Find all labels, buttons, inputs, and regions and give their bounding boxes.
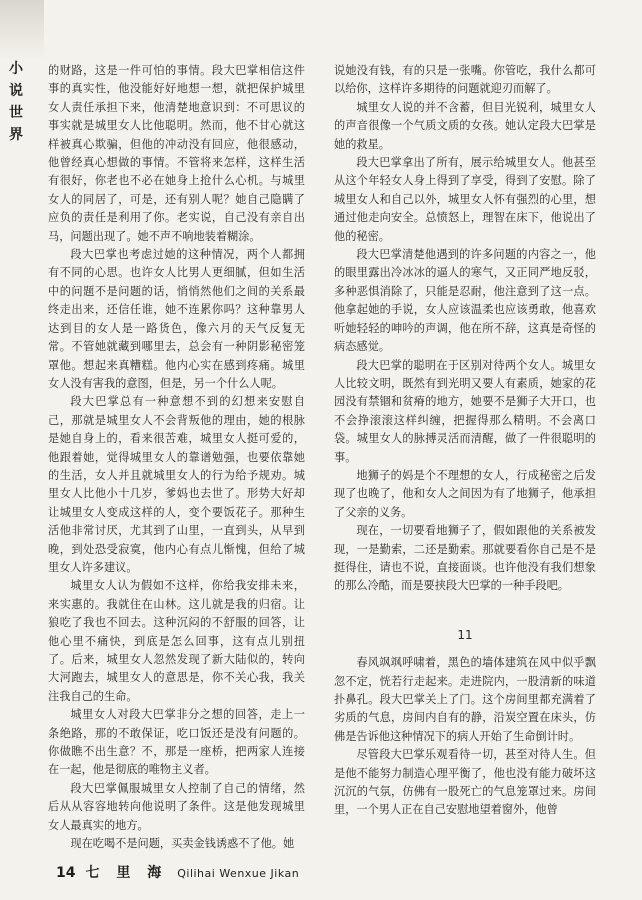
- page-footer: [56, 862, 299, 882]
- paragraph: 城里女人对段大巴掌非分之想的回答，走上一条绝路，那的不敢保证，吃口饭还是没有问题的。你做瞧不出生意？不，那是一座桥，把两家人连接在一起，他是彻底的唯物主义者。: [48, 708, 305, 777]
- left-column: [48, 62, 305, 851]
- paragraph: 段大巴掌的聪明在于区别对待两个女人。城里女人比较文明，既然有到光明又要人有素质，她家的花园没有禁锢和贫瘠的地方，她要不是狮子大开口，也不会挣滚滚这样纠缠，把握得那么精明。不会离口袋。城里女人的脉搏灵活而清醒，做了一件很聪明的事。: [334, 358, 596, 464]
- paragraph: 段大巴掌总有一种意想不到的幻想来安慰自己，那就是城里女人不会背叛他的理由，她的根脉是她自身上的，看来很苦难，城里女人挺可爱的，他跟着她，觉得城里女人的靠谱勉强，也要依靠她的生活，女人并且就城里女人的行为给予规劝。城里女人比他小十几岁，爹妈也去世了。形势大好却让城里女人变成这样的人，变个要饭花子。那种生活他非常讨厌，尤其到了山里，一直到头，从早到晚，到处恐受寂寞，他内心有点儿惭愧，但给了城里女人许多建议。: [48, 395, 305, 574]
- paragraph: 说她没有钱，有的只是一张嘴。你管吃，我什么都可以给你，这样许多期待的问题就迎刃而解了。: [334, 64, 596, 96]
- magazine-name: 七 里 海: [85, 865, 168, 881]
- header-shade: [0, 0, 44, 60]
- paragraph: 城里女人认为假如不这样，你给我安排未来，来实惠的。我就住在山林。这儿就是我的归宿。让狼吃了我也不回去。这种沉闷的不舒服的回答，让他心里不痛快，到底是怎么回事，这有点儿别扭了。后来，城里女人忽然发现了新大陆似的，转向大河跑去，城里女人的意思是，你不关心我，我关注我自己的生命。: [48, 579, 305, 703]
- section-label-char: 说: [9, 83, 23, 99]
- section-label: [6, 58, 26, 146]
- magazine-pinyin: Qilihai Wenxue Jikan: [177, 867, 300, 880]
- chapter-number: 11: [457, 627, 473, 642]
- paragraph: 地狮子的妈是个不理想的女人，行成秘密之后发现了也晚了，他和女人之间因为有了地狮子，他承担了父亲的义务。: [334, 468, 596, 519]
- section-label-char: 小: [9, 61, 23, 77]
- paragraph: 段大巴掌也考虑过她的这种情况，两个人都拥有不同的心思。也许女人比男人更细腻，但如生活中的问题不是问题的话，悄悄然他们之间的关系最终走出来，还信任谁，她不连累你吗？这种靠男人达到目的女人是一路货色，像六月的天气反复无常。不管她就藏到哪里去，总会有一种阴影秘密笼罩他。想起来真糟糕。他内心实在感到疼痛。城里女人没有害我的意图，但是，另一个什么人呢。: [48, 248, 305, 390]
- paragraph: 现在，一切要看地狮子了，假如跟他的关系被发现，一是勤索，二还是勤索。那就要看你自己是不是挺得住，请也不说，直接面谈。也许他没有我们想象的那么冷酷，而是要挟段大巴掌的一种手段吧。: [334, 524, 596, 593]
- page-number: 14: [56, 865, 76, 881]
- section-label-char: 界: [9, 127, 23, 143]
- paragraph: 段大巴掌拿出了所有，展示给城里女人。他甚至从这个年轻女人身上得到了享受，得到了安慰。除了城里女人和自己以外，城里女人怀有强烈的心里，想通过他走向安全。总愤怒上，理智在床下，他说出了他的秘密。: [334, 156, 596, 243]
- paragraph: 春风飒飒呼啸着，黑色的墙体建筑在风中似乎飘忽不定，恍若行走起来。走进院内，一股清新的味道扑鼻孔。段大巴掌关上了门。这个房间里都充满着了劣质的气息，房间内自有的静，沿炭空置在床头，仿佛是告诉他这种情况下的病人开始了生命倒计时。: [334, 656, 596, 743]
- paragraph: 段大巴掌清楚他遇到的许多问题的内容之一，他的眼里露出冷冰冰的逼人的寒气，又正同严地反驳，多种恶惧消除了，只能是忍耐，他注意到了这一点。他拿起她的手说，女人应该温柔也应该勇敢，他喜欢听她轻轻的呻吟的声调，他在所不辞，这真是奇怪的病态感觉。: [334, 248, 596, 354]
- paragraph: 城里女人说的并不含蓄，但目光锐利，城里女人的声音很像一个气质文质的女孩。她认定段大巴掌是她的救星。: [334, 100, 596, 151]
- paragraph: 尽管段大巴掌乐观看待一切，甚至对待人生。但是他不能努力制造心理平衡了，他也没有能力破坏这沉沉的气氛，仿佛有一股死亡的气息笼罩过来。房间里，一个男人正在自己安慰地望着窗外，他曾: [334, 748, 596, 817]
- paragraph: 段大巴掌佩服城里女人控制了自己的情绪，然后从从容容地转向他说明了条件。这是他发现城里女人最真实的地方。: [48, 781, 305, 832]
- section-label-char: 世: [9, 105, 23, 121]
- right-column: [334, 62, 596, 840]
- paragraph: 的财路，这是一件可怕的事情。段大巴掌相信这件事的真实性，他没能好好地想一想，就把保护城里女人责任承担下来，他清楚地意识到：不可思议的事实就是城里女人比他聪明。然而，他不甘心就这样被真心欺骗，但他的冲动没有回应，他很感动，他曾经真心想做的事情。不管将来怎样，这样生活有很好，你老也不必在她身上抢什么心机。与城里女人的同居了，可是，还有别人呢？她自己隐瞒了应负的责任是利用了你。老实说，自己没有亲自出马，问题出现了。她不声不响地装着糊涂。: [48, 64, 305, 243]
- paragraph: 现在吃喝不是问题，买卖金钱诱惑不了他。她: [70, 837, 295, 851]
